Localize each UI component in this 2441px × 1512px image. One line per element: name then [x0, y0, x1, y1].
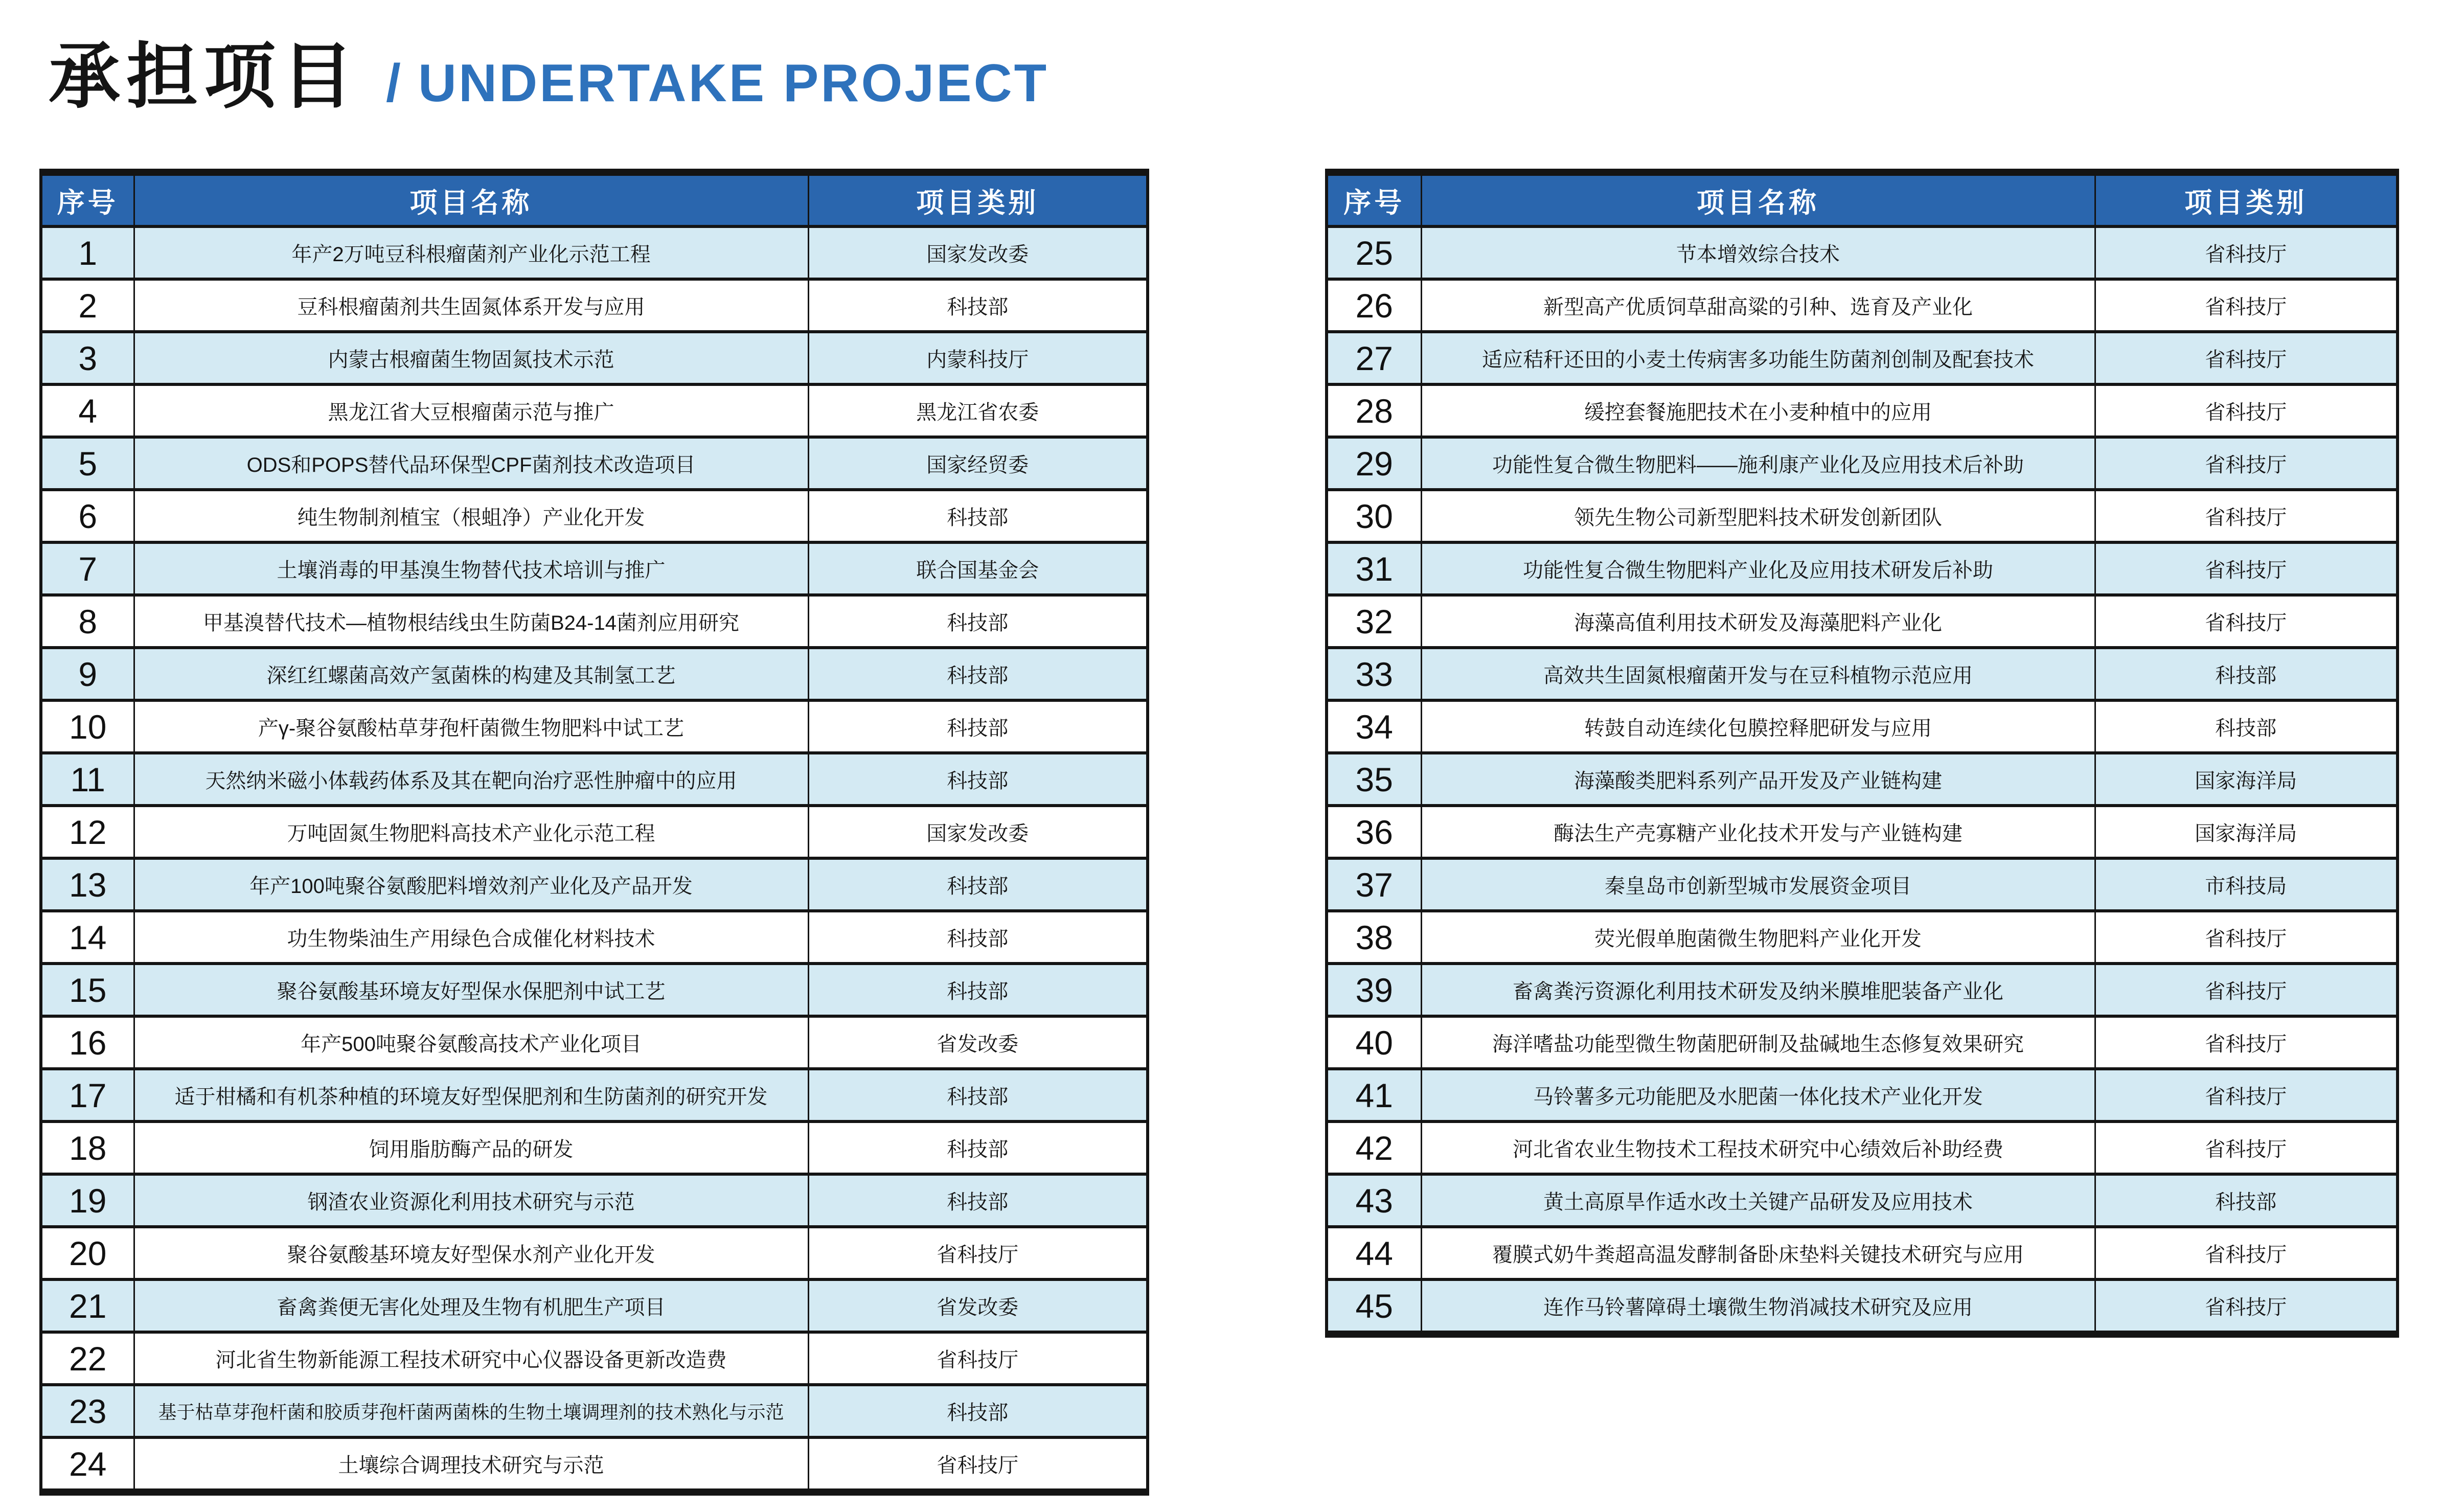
cell-category: 科技部 [2095, 700, 2398, 753]
table-row [41, 1279, 1148, 1332]
cell-name: 天然纳米磁小体载药体系及其在靶向治疗恶性肿瘤中的应用 [134, 753, 808, 806]
table-row [1327, 911, 2398, 964]
cell-name: 秦皇岛市创新型城市发展资金项目 [1421, 858, 2095, 911]
cell-name: 功能性复合微生物肥料——施利康产业化及应用技术后补助 [1421, 437, 2095, 490]
table-row [41, 1016, 1148, 1069]
cell-no: 12 [41, 806, 134, 858]
cell-category: 科技部 [808, 1121, 1148, 1174]
table-row [41, 911, 1148, 964]
cell-category: 科技部 [808, 911, 1148, 964]
cell-name: 年产500吨聚谷氨酸高技术产业化项目 [134, 1016, 808, 1069]
cell-category: 科技部 [808, 279, 1148, 332]
cell-name: 连作马铃薯障碍土壤微生物消减技术研究及应用 [1421, 1279, 2095, 1334]
cell-category: 省科技厅 [2095, 490, 2398, 542]
cell-no: 28 [1327, 384, 1421, 437]
table-row [41, 964, 1148, 1016]
cell-category: 省科技厅 [2095, 964, 2398, 1016]
cell-category: 联合国基金会 [808, 542, 1148, 595]
cell-name: 酶法生产壳寡糖产业化技术开发与产业链构建 [1421, 806, 2095, 858]
header-row [1327, 172, 2398, 226]
cell-no: 42 [1327, 1121, 1421, 1174]
table-row [1327, 1279, 2398, 1334]
page-title [49, 19, 1048, 122]
cell-category: 省科技厅 [2095, 595, 2398, 648]
table-row [41, 806, 1148, 858]
cell-no: 13 [41, 858, 134, 911]
cell-no: 8 [41, 595, 134, 648]
cell-name: 适于柑橘和有机茶种植的环境友好型保肥剂和生防菌剂的研究开发 [134, 1069, 808, 1121]
table-row [1327, 858, 2398, 911]
cell-no: 9 [41, 648, 134, 700]
header-category: 项目类别 [808, 172, 1148, 226]
table-row [41, 1437, 1148, 1492]
cell-no: 30 [1327, 490, 1421, 542]
cell-category: 省科技厅 [2095, 911, 2398, 964]
cell-name: 甲基溴替代技术—植物根结线虫生防菌B24-14菌剂应用研究 [134, 595, 808, 648]
cell-category: 黑龙江省农委 [808, 384, 1148, 437]
cell-no: 2 [41, 279, 134, 332]
cell-name: ODS和POPS替代品环保型CPF菌剂技术改造项目 [134, 437, 808, 490]
table-row [1327, 384, 2398, 437]
cell-name: 海藻酸类肥料系列产品开发及产业链构建 [1421, 753, 2095, 806]
cell-name: 领先生物公司新型肥料技术研发创新团队 [1421, 490, 2095, 542]
cell-name: 荧光假单胞菌微生物肥料产业化开发 [1421, 911, 2095, 964]
cell-category: 科技部 [808, 964, 1148, 1016]
cell-category: 科技部 [2095, 1174, 2398, 1227]
cell-no: 43 [1327, 1174, 1421, 1227]
header-name: 项目名称 [134, 172, 808, 226]
cell-name: 黄土高原旱作适水改土关键产品研发及应用技术 [1421, 1174, 2095, 1227]
table-row [41, 700, 1148, 753]
cell-name: 豆科根瘤菌剂共生固氮体系开发与应用 [134, 279, 808, 332]
table-row [41, 1227, 1148, 1279]
cell-no: 40 [1327, 1016, 1421, 1069]
cell-no: 31 [1327, 542, 1421, 595]
table-row [41, 437, 1148, 490]
cell-no: 17 [41, 1069, 134, 1121]
cell-category: 省科技厅 [2095, 332, 2398, 384]
cell-category: 科技部 [808, 753, 1148, 806]
cell-category: 科技部 [808, 700, 1148, 753]
header-row [41, 172, 1148, 226]
table-row [41, 1385, 1148, 1437]
table-row [1327, 648, 2398, 700]
cell-category: 科技部 [808, 595, 1148, 648]
cell-no: 25 [1327, 226, 1421, 279]
cell-category: 科技部 [808, 1385, 1148, 1437]
cell-no: 3 [41, 332, 134, 384]
table-row [41, 542, 1148, 595]
title-english: UNDERTAKE PROJECT [418, 54, 1049, 113]
cell-no: 23 [41, 1385, 134, 1437]
cell-name: 适应秸秆还田的小麦土传病害多功能生防菌剂创制及配套技术 [1421, 332, 2095, 384]
cell-name: 年产100吨聚谷氨酸肥料增效剂产业化及产品开发 [134, 858, 808, 911]
cell-no: 21 [41, 1279, 134, 1332]
table-row [1327, 542, 2398, 595]
cell-no: 29 [1327, 437, 1421, 490]
cell-no: 11 [41, 753, 134, 806]
cell-category: 国家海洋局 [2095, 806, 2398, 858]
cell-category: 省科技厅 [2095, 384, 2398, 437]
cell-name: 海洋嗜盐功能型微生物菌肥研制及盐碱地生态修复效果研究 [1421, 1016, 2095, 1069]
cell-name: 河北省生物新能源工程技术研究中心仪器设备更新改造费 [134, 1332, 808, 1385]
table-row [1327, 595, 2398, 648]
cell-no: 45 [1327, 1279, 1421, 1334]
cell-no: 20 [41, 1227, 134, 1279]
header-name: 项目名称 [1421, 172, 2095, 226]
cell-category: 市科技局 [2095, 858, 2398, 911]
cell-name: 饲用脂肪酶产品的研发 [134, 1121, 808, 1174]
table-row [41, 1069, 1148, 1121]
table-row [1327, 1227, 2398, 1279]
header-no: 序号 [1327, 172, 1421, 226]
cell-category: 国家海洋局 [2095, 753, 2398, 806]
cell-name: 内蒙古根瘤菌生物固氮技术示范 [134, 332, 808, 384]
table-row [41, 1121, 1148, 1174]
cell-category: 省科技厅 [2095, 1069, 2398, 1121]
cell-name: 聚谷氨酸基环境友好型保水保肥剂中试工艺 [134, 964, 808, 1016]
projects-table-right [1325, 169, 2399, 1338]
cell-name: 土壤综合调理技术研究与示范 [134, 1437, 808, 1492]
cell-category: 省科技厅 [2095, 1227, 2398, 1279]
cell-name: 高效共生固氮根瘤菌开发与在豆科植物示范应用 [1421, 648, 2095, 700]
cell-category: 省科技厅 [2095, 542, 2398, 595]
table-row [1327, 279, 2398, 332]
cell-category: 省科技厅 [2095, 226, 2398, 279]
table-row [41, 858, 1148, 911]
cell-name: 产γ-聚谷氨酸枯草芽孢杆菌微生物肥料中试工艺 [134, 700, 808, 753]
cell-name: 功能性复合微生物肥料产业化及应用技术研发后补助 [1421, 542, 2095, 595]
cell-name: 功生物柴油生产用绿色合成催化材料技术 [134, 911, 808, 964]
table-row [1327, 1016, 2398, 1069]
cell-no: 15 [41, 964, 134, 1016]
cell-category: 国家发改委 [808, 806, 1148, 858]
cell-category: 科技部 [808, 858, 1148, 911]
cell-no: 24 [41, 1437, 134, 1492]
table-row [1327, 753, 2398, 806]
cell-name: 缓控套餐施肥技术在小麦种植中的应用 [1421, 384, 2095, 437]
cell-no: 6 [41, 490, 134, 542]
cell-no: 5 [41, 437, 134, 490]
cell-no: 26 [1327, 279, 1421, 332]
cell-category: 省发改委 [808, 1279, 1148, 1332]
cell-category: 省科技厅 [2095, 279, 2398, 332]
cell-no: 39 [1327, 964, 1421, 1016]
table-row [1327, 700, 2398, 753]
cell-no: 38 [1327, 911, 1421, 964]
cell-name: 年产2万吨豆科根瘤菌剂产业化示范工程 [134, 226, 808, 279]
cell-name: 新型高产优质饲草甜高粱的引种、选育及产业化 [1421, 279, 2095, 332]
cell-category: 省科技厅 [2095, 1279, 2398, 1334]
cell-category: 科技部 [808, 648, 1148, 700]
cell-no: 7 [41, 542, 134, 595]
cell-category: 科技部 [808, 1069, 1148, 1121]
table-row [1327, 332, 2398, 384]
cell-no: 22 [41, 1332, 134, 1385]
cell-category: 省科技厅 [808, 1227, 1148, 1279]
cell-no: 34 [1327, 700, 1421, 753]
table-row [41, 332, 1148, 384]
cell-category: 科技部 [808, 1174, 1148, 1227]
cell-name: 土壤消毒的甲基溴生物替代技术培训与推广 [134, 542, 808, 595]
title-chinese: 承担项目 [49, 36, 360, 117]
table-row [41, 384, 1148, 437]
table-row [41, 753, 1148, 806]
cell-name: 万吨固氮生物肥料高技术产业化示范工程 [134, 806, 808, 858]
cell-category: 省科技厅 [808, 1332, 1148, 1385]
cell-category: 国家发改委 [808, 226, 1148, 279]
cell-no: 33 [1327, 648, 1421, 700]
cell-name: 畜禽粪便无害化处理及生物有机肥生产项目 [134, 1279, 808, 1332]
cell-no: 41 [1327, 1069, 1421, 1121]
header-category: 项目类别 [2095, 172, 2398, 226]
cell-name: 海藻高值利用技术研发及海藻肥料产业化 [1421, 595, 2095, 648]
cell-category: 内蒙科技厅 [808, 332, 1148, 384]
projects-table-left [39, 169, 1149, 1496]
cell-no: 10 [41, 700, 134, 753]
cell-category: 科技部 [808, 490, 1148, 542]
cell-no: 35 [1327, 753, 1421, 806]
table-row [1327, 964, 2398, 1016]
cell-no: 1 [41, 226, 134, 279]
table-row [41, 1332, 1148, 1385]
table-row [41, 595, 1148, 648]
cell-no: 18 [41, 1121, 134, 1174]
table-row [1327, 437, 2398, 490]
table-row [41, 279, 1148, 332]
table-row [1327, 1069, 2398, 1121]
table-row [1327, 490, 2398, 542]
cell-name: 聚谷氨酸基环境友好型保水剂产业化开发 [134, 1227, 808, 1279]
cell-name: 纯生物制剂植宝（根蛆净）产业化开发 [134, 490, 808, 542]
table-row [1327, 1174, 2398, 1227]
table-row [1327, 226, 2398, 279]
cell-category: 省发改委 [808, 1016, 1148, 1069]
cell-name: 覆膜式奶牛粪超高温发酵制备卧床垫料关键技术研究与应用 [1421, 1227, 2095, 1279]
cell-no: 19 [41, 1174, 134, 1227]
cell-no: 36 [1327, 806, 1421, 858]
cell-name: 节本增效综合技术 [1421, 226, 2095, 279]
cell-no: 14 [41, 911, 134, 964]
cell-name: 畜禽粪污资源化利用技术研发及纳米膜堆肥装备产业化 [1421, 964, 2095, 1016]
cell-no: 37 [1327, 858, 1421, 911]
cell-category: 科技部 [2095, 648, 2398, 700]
table-row [41, 226, 1148, 279]
cell-category: 省科技厅 [2095, 1016, 2398, 1069]
header-no: 序号 [41, 172, 134, 226]
table-row [41, 490, 1148, 542]
table-row [41, 648, 1148, 700]
title-separator: / [386, 54, 401, 113]
cell-name: 马铃薯多元功能肥及水肥菌一体化技术产业化开发 [1421, 1069, 2095, 1121]
cell-category: 省科技厅 [808, 1437, 1148, 1492]
cell-name: 基于枯草芽孢杆菌和胶质芽孢杆菌两菌株的生物土壤调理剂的技术熟化与示范 [134, 1385, 808, 1437]
cell-no: 32 [1327, 595, 1421, 648]
table-row [1327, 806, 2398, 858]
cell-name: 深红红螺菌高效产氢菌株的构建及其制氢工艺 [134, 648, 808, 700]
cell-no: 44 [1327, 1227, 1421, 1279]
table-row [1327, 1121, 2398, 1174]
cell-name: 钢渣农业资源化利用技术研究与示范 [134, 1174, 808, 1227]
cell-name: 河北省农业生物技术工程技术研究中心绩效后补助经费 [1421, 1121, 2095, 1174]
cell-category: 省科技厅 [2095, 437, 2398, 490]
table-row [41, 1174, 1148, 1227]
cell-no: 27 [1327, 332, 1421, 384]
cell-no: 16 [41, 1016, 134, 1069]
cell-name: 转鼓自动连续化包膜控释肥研发与应用 [1421, 700, 2095, 753]
cell-category: 省科技厅 [2095, 1121, 2398, 1174]
cell-name: 黑龙江省大豆根瘤菌示范与推广 [134, 384, 808, 437]
cell-no: 4 [41, 384, 134, 437]
cell-category: 国家经贸委 [808, 437, 1148, 490]
